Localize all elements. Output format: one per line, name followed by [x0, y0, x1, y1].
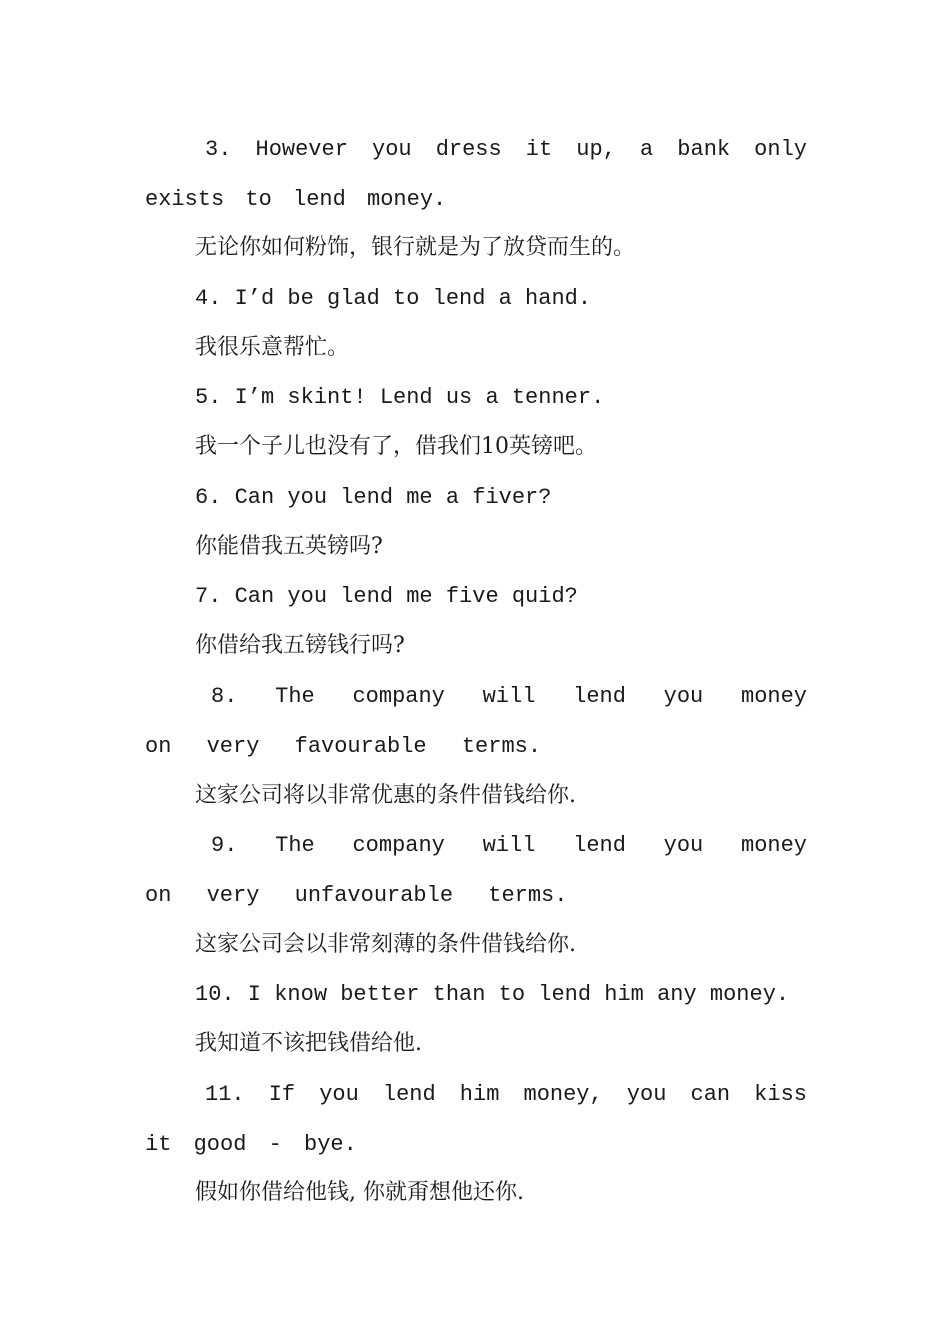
example-sentence-5-zh: 我一个子儿也没有了，借我们10英镑吧。 — [195, 434, 597, 459]
example-sentence-3-zh: 无论你如何粉饰，银行就是为了放贷而生的。 — [195, 235, 636, 260]
example-sentence-4-zh: 我很乐意帮忙。 — [195, 335, 350, 360]
example-sentence-10-en: 10. I know better than to lend him any money. — [195, 982, 790, 1007]
example-sentence-7-en: 7. Can you lend me five quid? — [195, 584, 578, 609]
example-sentence-5-en: 5. I’m skint! Lend us a tenner. — [195, 385, 605, 410]
example-sentence-8-en: 8. The company will lend you money on very favourable terms. — [145, 684, 807, 759]
example-sentence-6-zh: 你能借我五英镑吗? — [195, 534, 383, 559]
example-sentence-10-zh: 我知道不该把钱借给他. — [195, 1031, 422, 1056]
example-sentence-9-en: 9. The company will lend you money on very unfavourable terms. — [145, 833, 807, 908]
example-sentence-4-en: 4. I’d be glad to lend a hand. — [195, 286, 592, 311]
example-sentence-6-en: 6. Can you lend me a fiver? — [195, 485, 552, 510]
example-sentence-7-zh: 你借给我五镑钱行吗? — [195, 633, 405, 658]
example-sentence-11-zh: 假如你借给他钱, 你就甭想他还你. — [195, 1180, 524, 1205]
example-sentence-3-en: 3. However you dress it up, a bank only exists to lend money. — [145, 137, 807, 212]
example-sentence-8-zh: 这家公司将以非常优惠的条件借钱给你. — [195, 783, 576, 808]
example-sentence-9-zh: 这家公司会以非常刻薄的条件借钱给你. — [195, 932, 576, 957]
example-sentence-11-en: 11. If you lend him money, you can kiss it good - bye. — [145, 1082, 807, 1157]
